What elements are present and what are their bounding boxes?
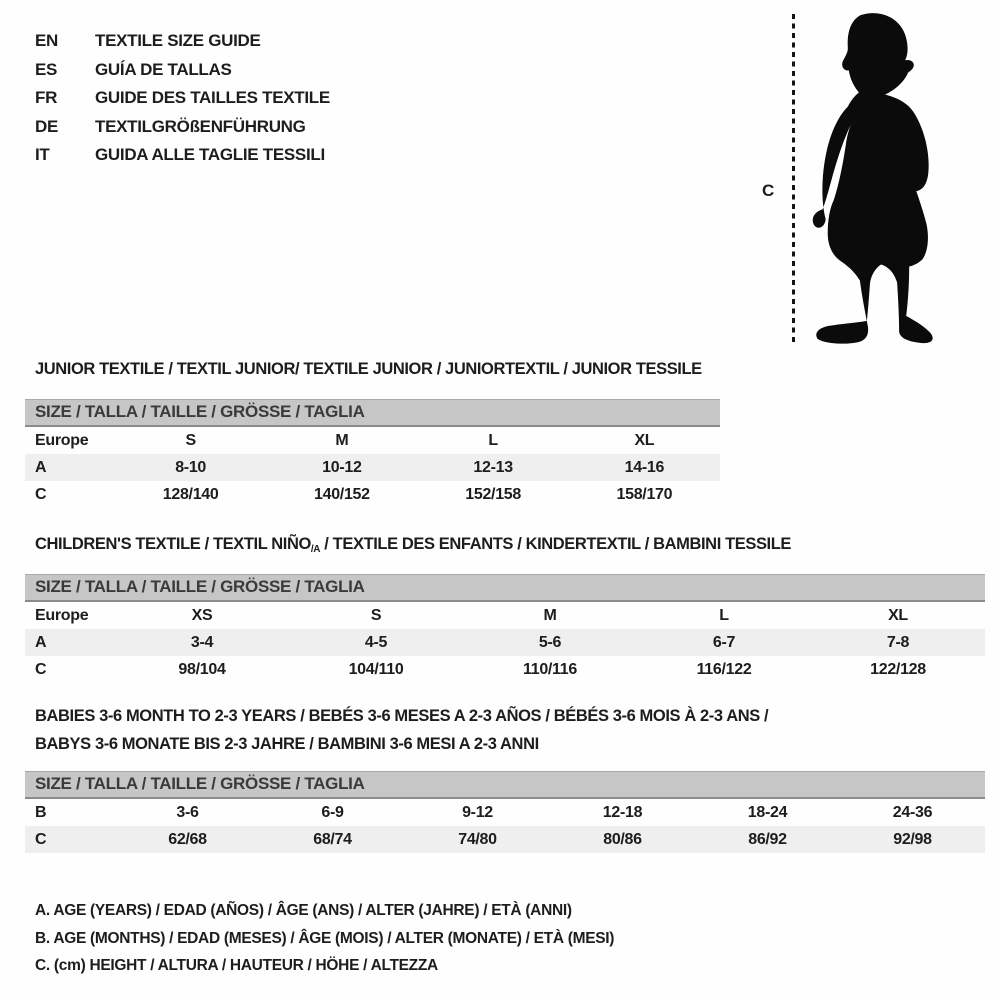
babies-size-table bbox=[25, 771, 985, 853]
height-cell: 80/86 bbox=[603, 831, 642, 848]
language-title-list bbox=[35, 27, 330, 170]
language-row-es bbox=[35, 56, 330, 85]
age-cell: 3-6 bbox=[176, 804, 199, 821]
language-label: GUIDA ALLE TAGLIE TESSILI bbox=[95, 145, 325, 164]
size-cell: XL bbox=[888, 607, 908, 624]
footnote-legend bbox=[35, 897, 614, 980]
height-cell: 98/104 bbox=[178, 661, 226, 678]
size-header-bar: SIZE / TALLA / TAILLE / GRÖSSE / TAGLIA bbox=[25, 574, 985, 602]
table-row-europe bbox=[25, 427, 720, 454]
language-code: ES bbox=[35, 59, 58, 79]
height-cell: 92/98 bbox=[893, 831, 932, 848]
height-cell: 74/80 bbox=[458, 831, 497, 848]
language-label: TEXTILGRÖßENFÜHRUNG bbox=[95, 116, 306, 136]
language-row-de bbox=[35, 113, 330, 142]
children-title-text: CHILDREN'S TEXTILE / TEXTIL NIÑO bbox=[35, 535, 311, 553]
row-label: C bbox=[35, 486, 47, 503]
children-section-title bbox=[35, 535, 791, 554]
row-label: B bbox=[35, 804, 47, 821]
language-label: GUIDE DES TAILLES TEXTILE bbox=[95, 88, 330, 107]
size-cell: S bbox=[370, 607, 382, 624]
table-row-height bbox=[25, 656, 985, 683]
size-cell: M bbox=[335, 432, 349, 449]
footnote-b: B. AGE (MONTHS) / EDAD (MESES) / ÂGE (MOIS) / ALTER (MONATE) / ETÀ (MESI) bbox=[35, 929, 615, 947]
age-cell: 6-9 bbox=[321, 804, 344, 821]
height-cell: 122/128 bbox=[870, 661, 926, 678]
age-cell: 5-6 bbox=[538, 634, 562, 651]
size-header-bar: SIZE / TALLA / TAILLE / GRÖSSE / TAGLIA bbox=[25, 399, 720, 427]
table-row-age bbox=[25, 454, 720, 481]
children-title-text: / TEXTILE DES ENFANTS / KINDERTEXTIL / BAMBINI TESSILE bbox=[320, 535, 792, 553]
language-code: IT bbox=[35, 145, 50, 164]
height-cell: 128/140 bbox=[162, 486, 219, 503]
age-cell: 9-12 bbox=[462, 804, 493, 821]
footnote-a: A. AGE (YEARS) / EDAD (AÑOS) / ÂGE (ANS) / ALTER (JAHRE) / ETÀ (ANNI) bbox=[35, 902, 572, 919]
height-cell: 110/116 bbox=[523, 661, 577, 678]
age-cell: 6-7 bbox=[712, 634, 736, 651]
language-label: TEXTILE SIZE GUIDE bbox=[95, 31, 261, 50]
row-label: Europe bbox=[35, 607, 89, 624]
height-cell: 140/152 bbox=[314, 486, 370, 503]
age-cell: 24-36 bbox=[892, 804, 933, 821]
size-header-bar: SIZE / TALLA / TAILLE / GRÖSSE / TAGLIA bbox=[25, 771, 985, 799]
age-cell: 8-10 bbox=[175, 459, 207, 476]
children-title-subscript: /A bbox=[310, 544, 321, 555]
age-cell: 10-12 bbox=[322, 459, 362, 476]
children-size-table bbox=[25, 574, 985, 683]
size-cell: L bbox=[719, 607, 729, 624]
babies-title-line2: BABYS 3-6 MONATE BIS 2-3 JAHRE / BAMBINI 3-6 MESI A 2-3 ANNI bbox=[35, 735, 539, 753]
babies-section-title bbox=[35, 702, 768, 758]
row-label: C bbox=[35, 831, 47, 848]
language-row-en bbox=[35, 27, 330, 56]
junior-size-table bbox=[25, 399, 720, 508]
height-cell: 152/158 bbox=[465, 486, 521, 503]
language-code: FR bbox=[35, 88, 58, 107]
toddler-silhouette-image bbox=[800, 8, 952, 345]
row-label: A bbox=[35, 634, 47, 651]
size-cell: XL bbox=[634, 432, 655, 449]
table-row-height bbox=[25, 481, 720, 508]
height-cell: 104/110 bbox=[348, 661, 404, 678]
table-row-height bbox=[25, 826, 985, 853]
language-code: DE bbox=[35, 116, 59, 136]
age-cell: 12-18 bbox=[602, 804, 643, 821]
size-cell: S bbox=[185, 432, 196, 449]
height-dotted-line bbox=[792, 14, 795, 342]
language-row-fr bbox=[35, 84, 330, 113]
table-row-europe bbox=[25, 602, 985, 629]
language-code: EN bbox=[35, 31, 59, 50]
age-cell: 4-5 bbox=[364, 634, 388, 651]
table-row-age-months bbox=[25, 799, 985, 826]
age-cell: 12-13 bbox=[473, 459, 513, 476]
row-label: A bbox=[35, 459, 47, 476]
babies-title-line1: BABIES 3-6 MONTH TO 2-3 YEARS / BEBÉS 3-6 MESES A 2-3 AÑOS / BÉBÉS 3-6 MOIS À 2-3 ANS / bbox=[35, 707, 769, 725]
row-label: Europe bbox=[35, 432, 89, 449]
junior-section-title: JUNIOR TEXTILE / TEXTIL JUNIOR/ TEXTILE JUNIOR / JUNIORTEXTIL / JUNIOR TESSILE bbox=[35, 360, 702, 378]
height-cell: 116/122 bbox=[696, 661, 752, 678]
age-cell: 14-16 bbox=[624, 459, 665, 476]
language-row-it bbox=[35, 141, 330, 170]
language-label: GUÍA DE TALLAS bbox=[95, 59, 232, 79]
footnote-c: C. (cm) HEIGHT / ALTURA / HAUTEUR / HÖHE / ALTEZZA bbox=[35, 957, 438, 974]
height-cell: 62/68 bbox=[168, 831, 207, 848]
age-cell: 3-4 bbox=[190, 634, 214, 651]
height-cell: 86/92 bbox=[748, 831, 787, 848]
age-cell: 18-24 bbox=[747, 804, 788, 821]
size-cell: L bbox=[488, 432, 498, 449]
height-marker-label: C bbox=[762, 181, 775, 200]
height-cell: 158/170 bbox=[616, 486, 673, 503]
size-cell: M bbox=[543, 607, 557, 624]
age-cell: 7-8 bbox=[886, 634, 910, 651]
size-cell: XS bbox=[191, 607, 213, 624]
height-cell: 68/74 bbox=[313, 831, 352, 848]
table-row-age bbox=[25, 629, 985, 656]
row-label: C bbox=[35, 661, 47, 678]
